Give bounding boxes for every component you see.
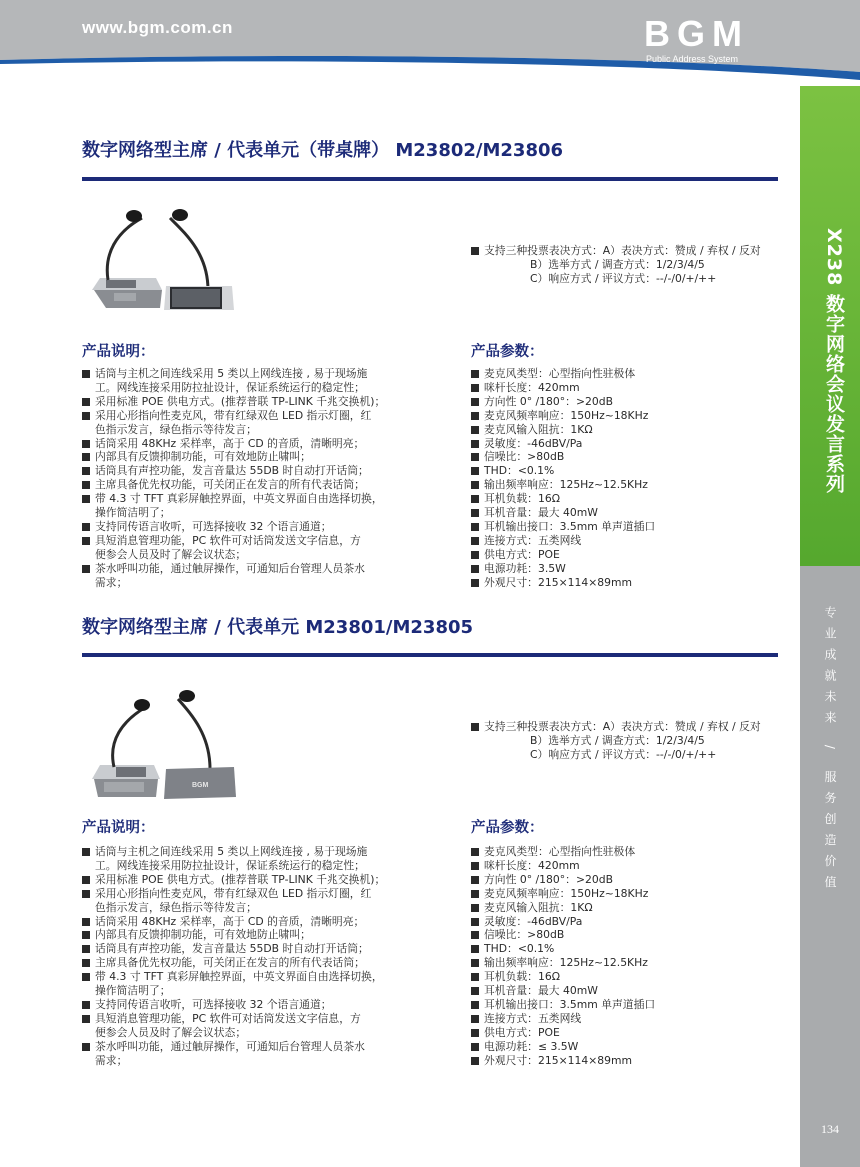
parameters-list [471, 845, 771, 1068]
list-item: 耳机负载：16Ω [471, 492, 771, 506]
list-item: 供电方式：POE [471, 548, 771, 562]
list-item: 话筒具有声控功能，发言音量达 55DB 时自动打开话筒； [82, 942, 402, 956]
list-item: 具短消息管理功能，PC 软件可对话筒发送文字信息，方 [82, 1012, 402, 1026]
list-item: 连接方式：五类网线 [471, 534, 771, 548]
list-item: 输出频率响应：125Hz~12.5KHz [471, 956, 771, 970]
bgm-logo: BGM [644, 13, 749, 54]
list-item: 方向性 0° /180°：>20dB [471, 873, 771, 887]
list-item: THD：<0.1% [471, 464, 771, 478]
voting-mode-b: B）选举方式 / 调查方式：1/2/3/4/5 [530, 734, 705, 747]
list-item: 耳机音量：最大 40mW [471, 506, 771, 520]
list-item: 工。网线连接采用防拉扯设计，保证系统运行的稳定性； [95, 858, 365, 872]
description-heading: 产品说明： [82, 820, 155, 836]
list-item: 麦克风类型：心型指向性驻极体 [471, 845, 771, 859]
list-item: 采用标准 POE 供电方式。(推荐普联 TP-LINK 千兆交换机)； [82, 395, 402, 409]
bullet-icon [471, 247, 479, 255]
list-item: 采用心形指向性麦克风，带有红绿双色 LED 指示灯圈，红 [82, 887, 402, 901]
list-item: 麦克风输入阻抗：1KΩ [471, 901, 771, 915]
list-item: 支持同传语言收听，可选择接收 32 个语言通道； [82, 520, 402, 534]
device-brand-label: BGM [192, 782, 209, 789]
section-divider [82, 653, 778, 657]
list-item: 需求； [95, 1053, 128, 1067]
section-divider [82, 177, 778, 181]
list-item: 话筒具有声控功能，发言音量达 55DB 时自动打开话筒； [82, 464, 402, 478]
list-item: 输出频率响应：125Hz~12.5KHz [471, 478, 771, 492]
list-item: 麦克风频率响应：150Hz~18KHz [471, 887, 771, 901]
list-item: 内部具有反馈抑制功能，可有效地防止啸叫； [82, 928, 402, 942]
list-item: 带 4.3 寸 TFT 真彩屏触控界面，中英文界面自由选择切换， [82, 492, 402, 506]
list-item: 信噪比：>80dB [471, 928, 771, 942]
list-item: 茶水呼叫功能，通过触屏操作，可通知后台管理人员茶水 [82, 562, 402, 576]
list-item: 耳机输出接口：3.5mm 单声道插口 [471, 520, 771, 534]
voting-mode-a: 支持三种投票表决方式：A）表决方式：赞成 / 弃权 / 反对 [484, 244, 761, 257]
voting-mode-c: C）响应方式 / 评议方式：--/-/0/+/++ [530, 272, 717, 285]
list-item: 麦克风输入阻抗：1KΩ [471, 423, 771, 437]
voting-mode-c: C）响应方式 / 评议方式：--/-/0/+/++ [530, 748, 717, 761]
series-title: X238 数字网络会议发言系列 [823, 228, 845, 494]
list-item: 便参会人员及时了解会议状态； [95, 1025, 247, 1039]
list-item: 咪杆长度：420mm [471, 381, 771, 395]
list-item: 供电方式：POE [471, 1026, 771, 1040]
description-list [82, 367, 402, 590]
bullet-icon [471, 723, 479, 731]
parameters-heading: 产品参数： [471, 820, 544, 836]
description-list [82, 845, 402, 1068]
list-item: 信噪比：>80dB [471, 450, 771, 464]
list-item: 采用心形指向性麦克风，带有红绿双色 LED 指示灯圈，红 [82, 409, 402, 423]
list-item: 话筒采用 48KHz 采样率，高于 CD 的音质，清晰明亮； [82, 915, 402, 929]
list-item: 茶水呼叫功能，通过触屏操作，可通知后台管理人员茶水 [82, 1040, 402, 1054]
section-title: 数字网络型主席 / 代表单元（带桌牌） M23802/M23806 [82, 140, 564, 161]
list-item: 带 4.3 寸 TFT 真彩屏触控界面，中英文界面自由选择切换， [82, 970, 402, 984]
site-url[interactable]: www.bgm.com.cn [82, 18, 233, 37]
list-item: 电源功耗：≤ 3.5W [471, 1040, 771, 1054]
voting-mode-a: 支持三种投票表决方式：A）表决方式：赞成 / 弃权 / 反对 [484, 720, 761, 733]
list-item: 话筒与主机之间连线采用 5 类以上网线连接 , 易于现场施 [82, 845, 402, 859]
list-item: 耳机负载：16Ω [471, 970, 771, 984]
list-item: 外观尺寸：215×114×89mm [471, 576, 771, 590]
list-item: 操作简洁明了； [95, 506, 171, 520]
list-item: 方向性 0° /180°：>20dB [471, 395, 771, 409]
list-item: 话筒与主机之间连线采用 5 类以上网线连接 , 易于现场施 [82, 367, 402, 381]
list-item: 支持同传语言收听，可选择接收 32 个语言通道； [82, 998, 402, 1012]
product-image-chairman-unit [86, 685, 238, 801]
list-item: 外观尺寸：215×114×89mm [471, 1054, 771, 1068]
product-image-chairman-unit-with-nameplate [86, 204, 238, 316]
list-item: 操作简洁明了； [95, 984, 171, 998]
voting-modes [471, 720, 761, 762]
list-item: 耳机输出接口：3.5mm 单声道插口 [471, 998, 771, 1012]
list-item: 工。网线连接采用防拉扯设计，保证系统运行的稳定性； [95, 380, 365, 394]
list-item: 采用标准 POE 供电方式。(推荐普联 TP-LINK 千兆交换机)； [82, 873, 402, 887]
list-item: 灵敏度：-46dBV/Pa [471, 437, 771, 451]
parameters-heading: 产品参数： [471, 344, 544, 360]
list-item: 色指示发言，绿色指示等待发言； [95, 900, 257, 914]
list-item: 咪杆长度：420mm [471, 859, 771, 873]
list-item: 麦克风类型：心型指向性驻极体 [471, 367, 771, 381]
list-item: 话筒采用 48KHz 采样率，高于 CD 的音质，清晰明亮； [82, 437, 402, 451]
list-item: 主席具备优先权功能，可关闭正在发言的所有代表话筒； [82, 478, 402, 492]
voting-mode-b: B）选举方式 / 调查方式：1/2/3/4/5 [530, 258, 705, 271]
list-item: 电源功耗：3.5W [471, 562, 771, 576]
list-item: 内部具有反馈抑制功能，可有效地防止啸叫； [82, 450, 402, 464]
list-item: 耳机音量：最大 40mW [471, 984, 771, 998]
voting-modes [471, 244, 761, 286]
list-item: 连接方式：五类网线 [471, 1012, 771, 1026]
list-item: 主席具备优先权功能，可关闭正在发言的所有代表话筒； [82, 956, 402, 970]
list-item: 麦克风频率响应：150Hz~18KHz [471, 409, 771, 423]
logo-tagline: Public Address System [646, 54, 739, 64]
list-item: 需求； [95, 575, 128, 589]
parameters-list [471, 367, 771, 590]
slogan-text: 专业成就未来 / 服务创造价值 [823, 606, 837, 897]
list-item: 色指示发言，绿色指示等待发言； [95, 422, 257, 436]
list-item: 具短消息管理功能，PC 软件可对话筒发送文字信息，方 [82, 534, 402, 548]
page-header [0, 0, 860, 80]
list-item: 灵敏度：-46dBV/Pa [471, 915, 771, 929]
section-title: 数字网络型主席 / 代表单元 M23801/M23805 [82, 617, 474, 638]
description-heading: 产品说明： [82, 344, 155, 360]
page-number: 134 [821, 1122, 839, 1136]
list-item: THD：<0.1% [471, 942, 771, 956]
list-item: 便参会人员及时了解会议状态； [95, 547, 247, 561]
